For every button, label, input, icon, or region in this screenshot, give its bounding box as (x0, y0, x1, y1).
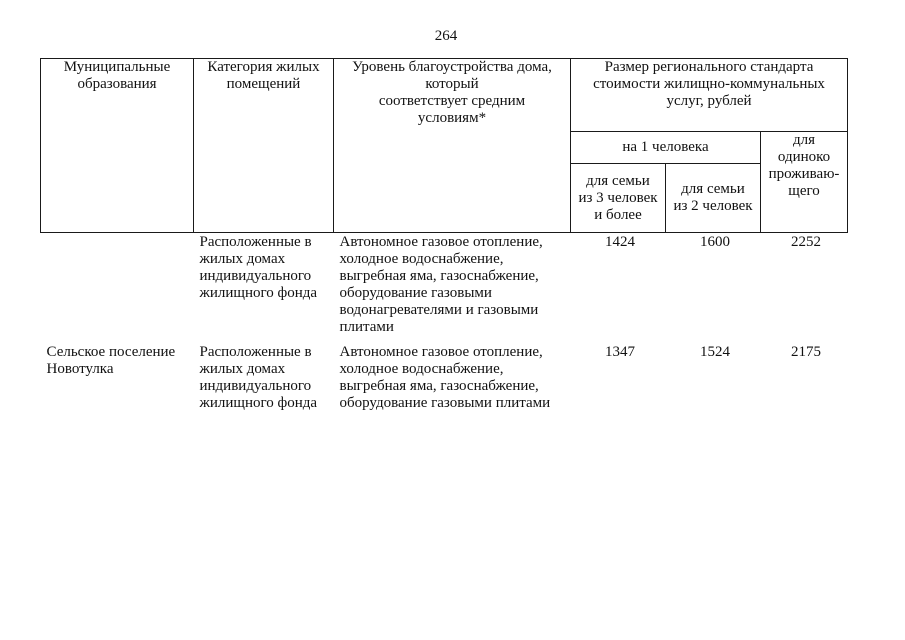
family-of-2-value: 1600 (700, 234, 730, 250)
municipality-cell: Сельское поселение Новотулка (46, 344, 176, 377)
family-of-3-value: 1424 (605, 234, 635, 250)
header-family-of-2: для семьи из 2 человек (666, 164, 761, 233)
table-row (41, 343, 848, 419)
category-cell: Расположенные в жилых домах индивидуального жилищного фонда (199, 344, 318, 411)
single-resident-value: 2175 (791, 344, 822, 360)
single-resident-value: 2252 (791, 234, 822, 250)
header-per-person: на 1 человека (571, 132, 761, 164)
table-body (41, 233, 848, 420)
amenity-level-cell: Автономное газовое отопление, холодное водоснабжение, выгребная яма, газоснабжение, оборудование газовыми водонагревателями и газовыми плитами (339, 234, 543, 335)
family-of-3-value: 1347 (605, 344, 635, 360)
housing-utility-standard-table (40, 58, 848, 419)
header-standard-size: Размер регионального стандарта стоимости жилищно-коммунальных услуг, рублей (571, 59, 848, 132)
page-number: 264 (434, 28, 458, 44)
table-row (41, 233, 848, 344)
table-header (41, 59, 848, 233)
header-single-resident: для одиноко проживаю- щего (761, 132, 848, 233)
header-category: Категория жилых помещений (194, 59, 334, 233)
amenity-level-cell: Автономное газовое отопление, холодное водоснабжение, выгребная яма, газоснабжение, оборудование газовыми плитами (339, 344, 551, 411)
family-of-2-value: 1524 (700, 344, 730, 360)
category-cell: Расположенные в жилых домах индивидуального жилищного фонда (199, 234, 318, 301)
header-row (41, 59, 848, 132)
header-family-of-3-or-more: для семьи из 3 человек и более (571, 164, 666, 233)
header-municipality: Муниципальные образования (41, 59, 194, 233)
header-amenity-level: Уровень благоустройства дома, который соответствует средним условиям* (334, 59, 571, 233)
municipality-cell (41, 233, 194, 344)
